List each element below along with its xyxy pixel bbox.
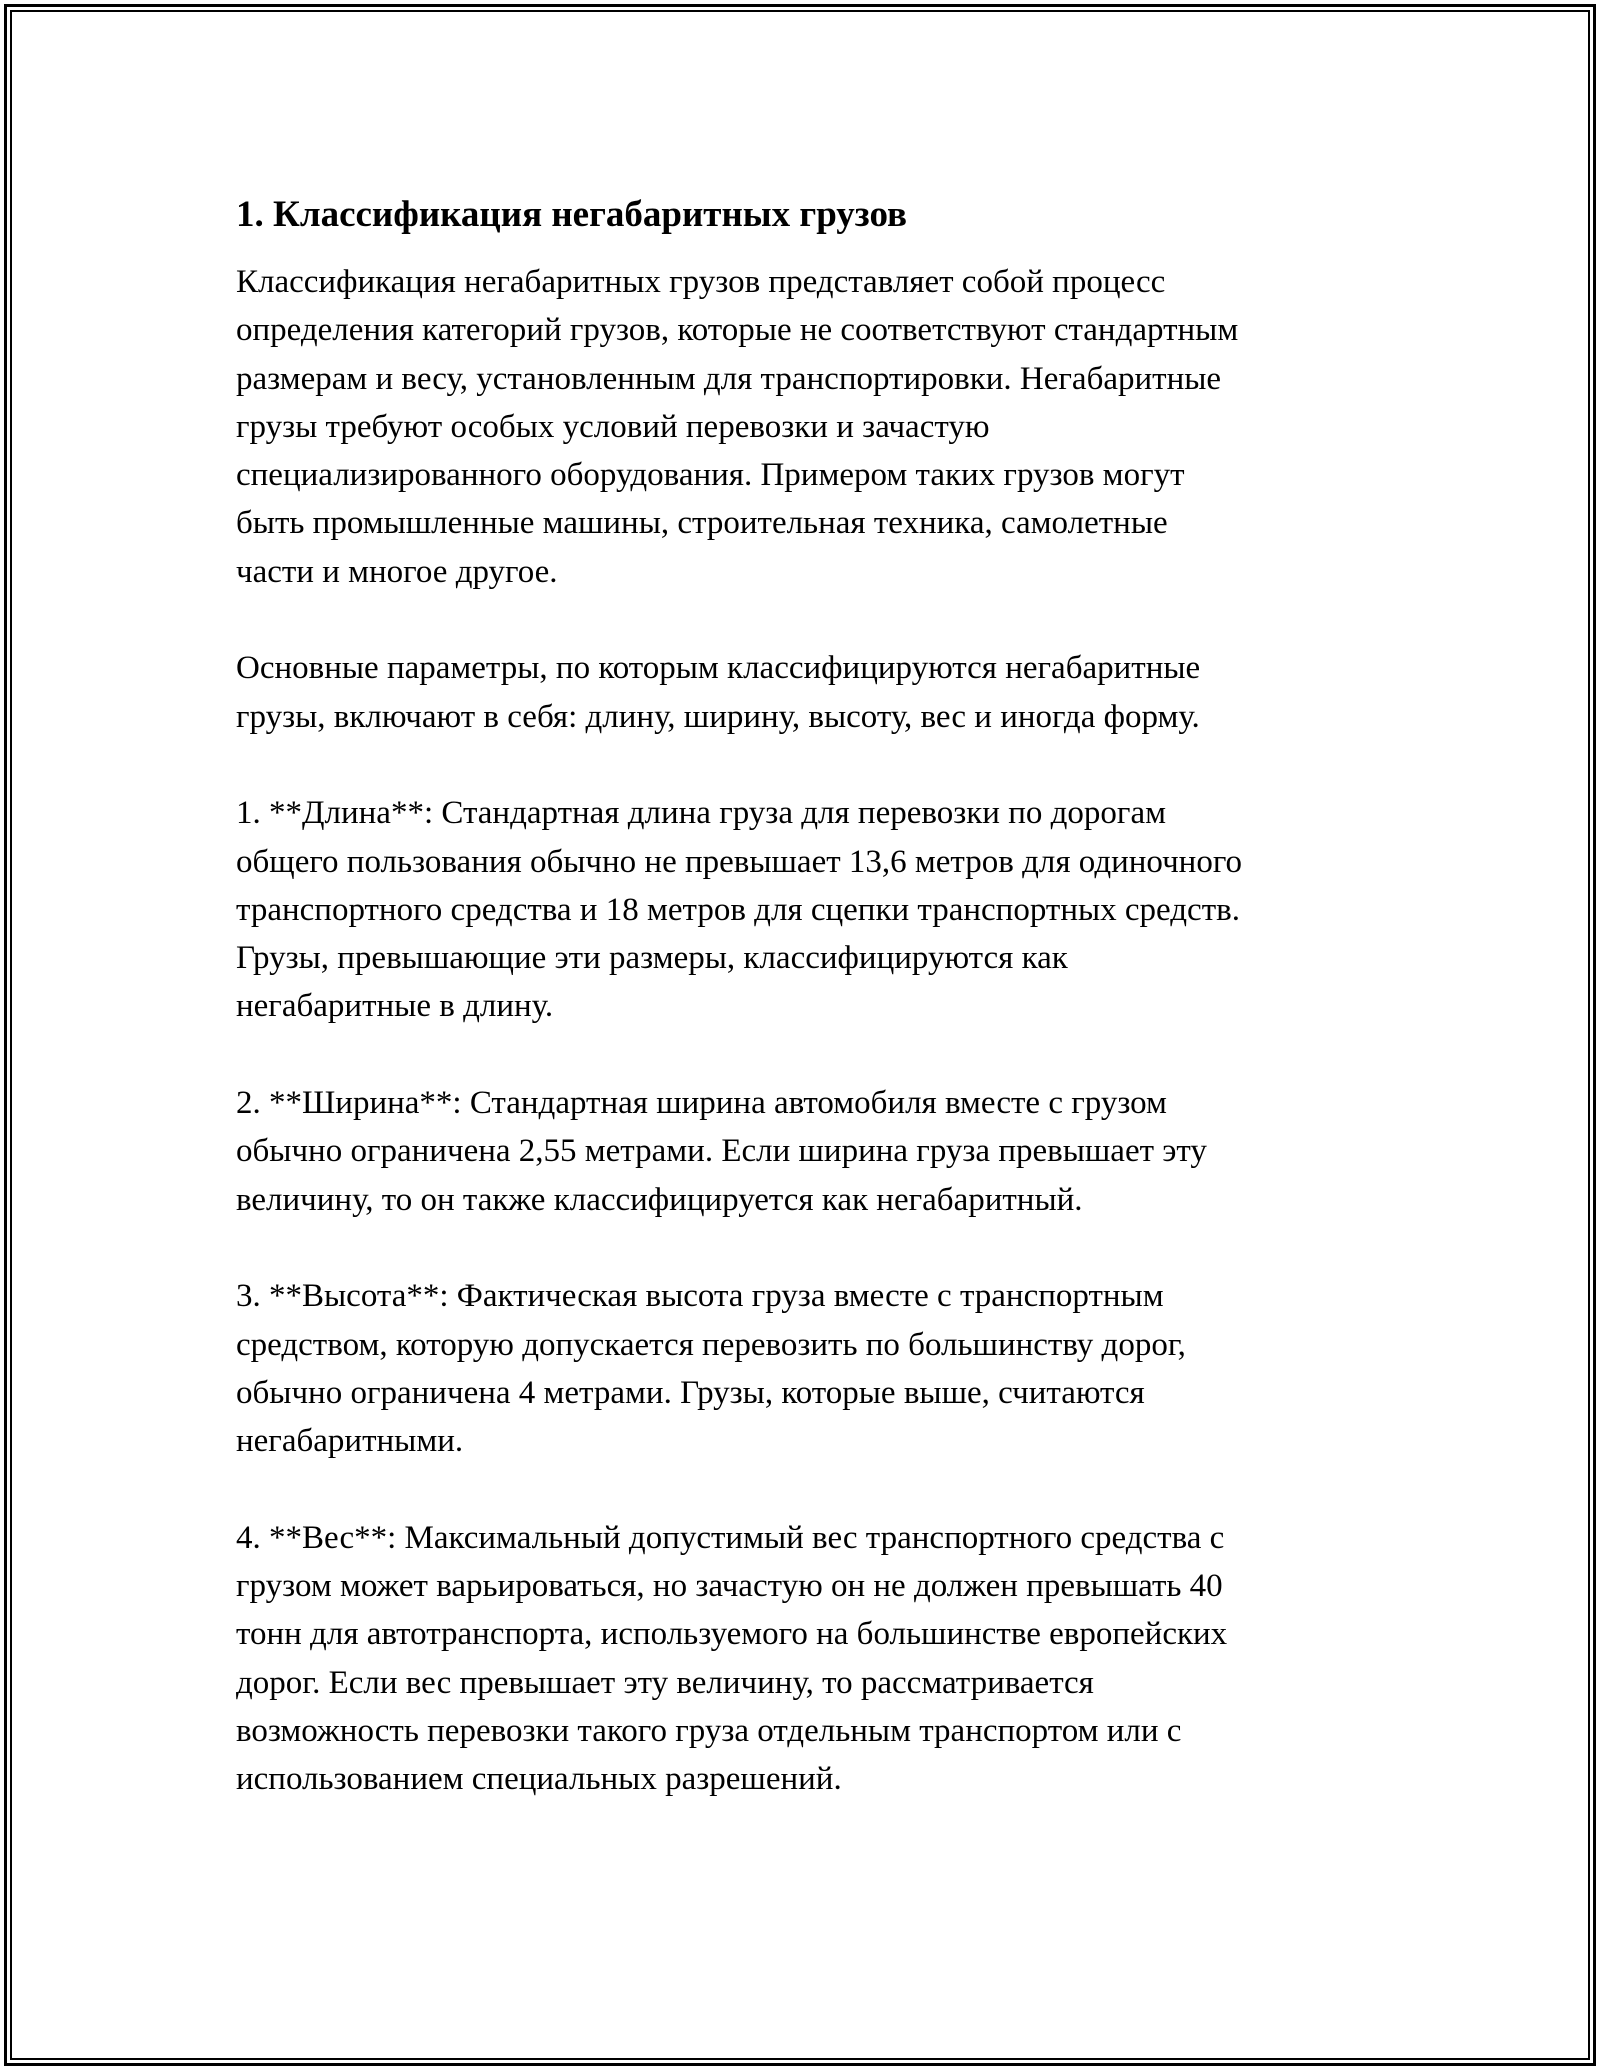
length-paragraph: 1. **Длина**: Стандартная длина груза для перевозки по дорогам общего пользования обычно не превышает 13,6 метров для одиночного транспортного средства и 18 метров для сцепки транспортных средств. Грузы, превышающие эти размеры, классифицируются как негабаритные в длину. bbox=[236, 795, 1243, 1025]
parameters-paragraph: Основные параметры, по которым классифицируются негабаритные грузы, включают в себя: длину, ширину, высоту, вес и иногда форму. bbox=[236, 650, 1201, 735]
section-heading: 1. Классификация негабаритных грузов bbox=[236, 194, 908, 235]
height-paragraph: 3. **Высота**: Фактическая высота груза вместе с транспортным средством, которую допускается перевозить по большинству дорог, обычно ограничена 4 метрами. Грузы, которые выше, считаются негабаритными. bbox=[236, 1278, 1186, 1460]
weight-paragraph: 4. **Вес**: Максимальный допустимый вес транспортного средства с грузом может варьироваться, но зачастую он не должен превышать 40 тонн для автотранспорта, используемого на большинстве европейских дорог. Если вес превышает эту величину, то рассматривается возможность перевозки такого груза отдельным транспортом или с использованием специальных разрешений. bbox=[236, 1519, 1228, 1798]
document-body bbox=[236, 188, 1396, 1804]
intro-paragraph: Классификация негабаритных грузов представляет собой процесс определения категорий грузов, которые не соответствуют стандартным размерам и весу, установленным для транспортировки. Негабаритные грузы требуют особых условий перевозки и зачастую специализированного оборудования. Примером таких грузов могут быть промышленные машины, строительная техника, самолетные части и многое другое. bbox=[236, 264, 1239, 590]
width-paragraph: 2. **Ширина**: Стандартная ширина автомобиля вместе с грузом обычно ограничена 2,55 метрами. Если ширина груза превышает эту величину, то он также классифицируется как негабаритный. bbox=[236, 1085, 1207, 1218]
